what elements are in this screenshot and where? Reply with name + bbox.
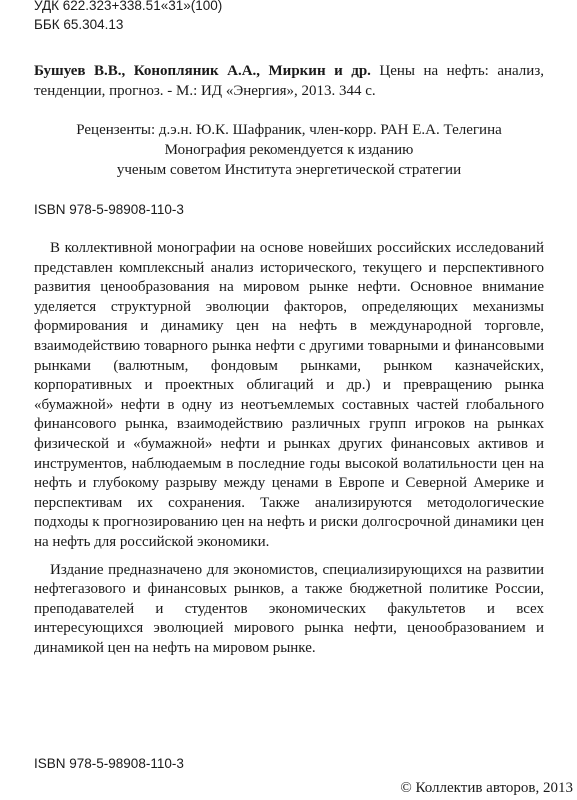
recommendation-line: Монография рекомендуется к изданию [164, 142, 414, 158]
citation-authors: Бушуев В.В., Конопляник А.А., Миркин и др. [34, 63, 371, 79]
udk-code: УДК 622.323+338.51«31»(100) [34, 0, 223, 13]
isbn-bottom: ISBN 978-5-98908-110-3 [34, 756, 184, 771]
isbn-top: ISBN 978-5-98908-110-3 [34, 202, 184, 217]
bbk-code: ББК 65.304.13 [34, 17, 124, 32]
citation-details: Цены на нефть: анализ, тенденции, прогноз. - М.: ИД «Энергия», 2013. 344 с. [34, 63, 544, 99]
abstract [34, 239, 544, 658]
copyright-notice: © Коллектив авторов, 2013 [400, 780, 573, 796]
reviewers-line: Рецензенты: д.э.н. Ю.К. Шафраник, член-корр. РАН Е.А. Телегина [76, 122, 502, 138]
abstract-paragraph-1: В коллективной монографии на основе новейших российских исследований представлен комплексный анализ исторического, текущего и перспективного развития ценообразования на мировом рынке нефти. Основное внимание уделяется структурной эволюции факторов, определяющих механизмы формирования и динамику цен на нефть в международной торговле, взаимодействию товарного рынка нефти с другими товарными и финансовыми рынками (валютным, фондовым рынками, рынком казначейских, корпоративных и проектных облигаций и др.) и превращению рынка «бумажной» нефти в одну из неотъемлемых составных частей глобального финансового рынка, взаимодействию различных групп игроков на рынках физической и «бумажной» нефти и рынках других финансовых активов и инструментов, наблюдаемым в последние годы высокой волатильности цен на нефть и глубокому разрыву между ценами в Европе и Северной Америке и перспективам их сохранения. Также анализируются методологические подходы к прогнозированию цен на нефть и риски долгосрочной динамики цен на нефть для российской экономики. [34, 240, 544, 550]
bibliographic-citation [34, 61, 544, 101]
reviewers-block [34, 120, 544, 180]
institute-line: ученым советом Института энергетической стратегии [116, 162, 462, 178]
abstract-paragraph-2: Издание предназначено для экономистов, специализирующихся на развитии нефтегазового и финансовых рынков, а также бюджетной политике России, преподавателей и студентов экономических факультетов и всех интересующихся эволюцией мирового рынка нефти, ценообразованием и динамикой цен на нефть на мировом рынке. [34, 561, 544, 656]
